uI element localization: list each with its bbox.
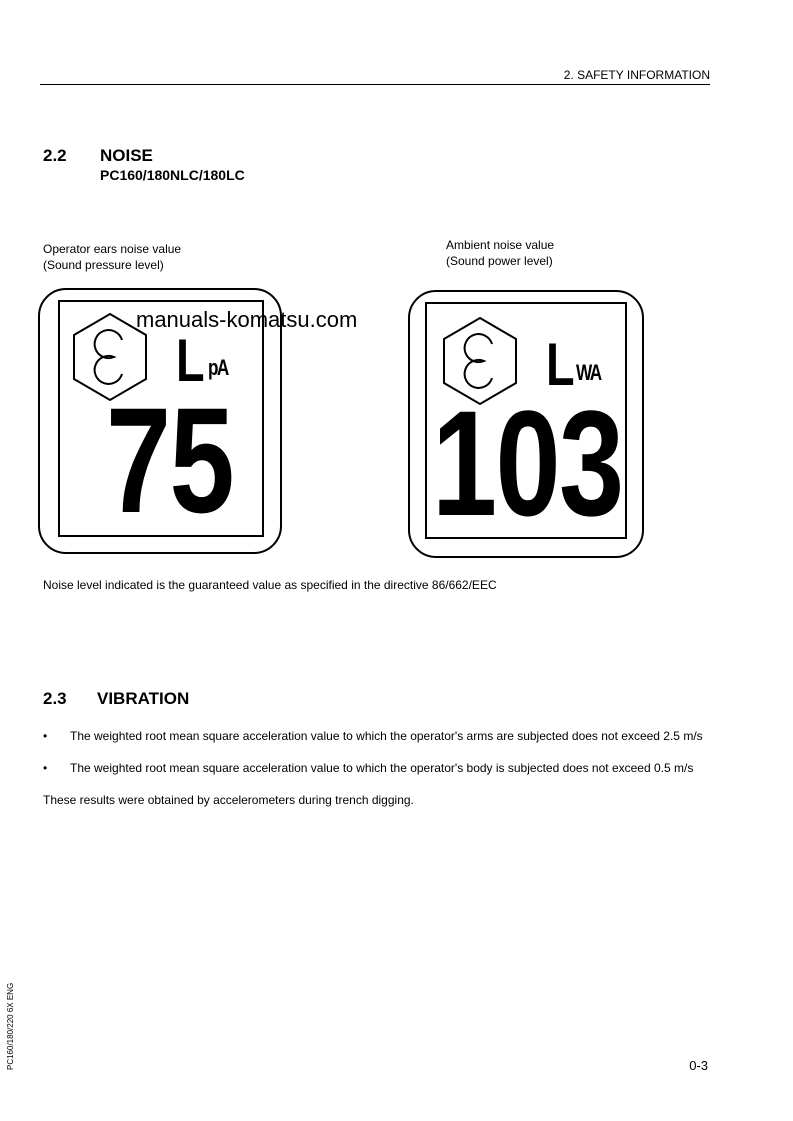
document-code: PC160/180/220 6X ENG [6,982,15,1070]
vibration-footer: These results were obtained by accelerometers during trench digging. [43,793,414,807]
left-sublabel: (Sound pressure level) [43,258,164,272]
lwa-subscript: WA [576,360,601,385]
left-label: Operator ears noise value [43,242,182,256]
section-number: 2.2 [43,146,67,165]
section-title: VIBRATION [97,689,190,708]
page-number: 0-3 [689,1058,708,1073]
lwa-symbol: L [546,331,574,398]
lpa-subscript: pA [208,355,228,380]
noise-note: Noise level indicated is the guaranteed value as specified in the directive 86/662/EEC [43,578,497,592]
watermark: manuals-komatsu.com [136,307,358,332]
right-sublabel: (Sound power level) [446,254,553,268]
lwa-value: 103 [432,379,623,547]
header-rule [40,84,710,85]
right-label: Ambient noise value [446,238,555,252]
running-header: 2. SAFETY INFORMATION [563,68,710,82]
section-number: 2.3 [43,689,67,708]
lpa-value: 75 [106,376,234,544]
section-title: NOISE [100,146,153,165]
model-list: PC160/180NLC/180LC [100,167,245,183]
bullet-marker: • [43,729,48,743]
lpa-symbol: L [176,327,204,394]
bullet-marker: • [43,761,48,775]
vibration-bullet: The weighted root mean square acceleration value to which the operator's arms are subjected does not exceed 2.5 m/s [70,729,703,743]
vibration-bullet: The weighted root mean square acceleration value to which the operator's body is subjected does not exceed 0.5 m/s [70,761,694,775]
